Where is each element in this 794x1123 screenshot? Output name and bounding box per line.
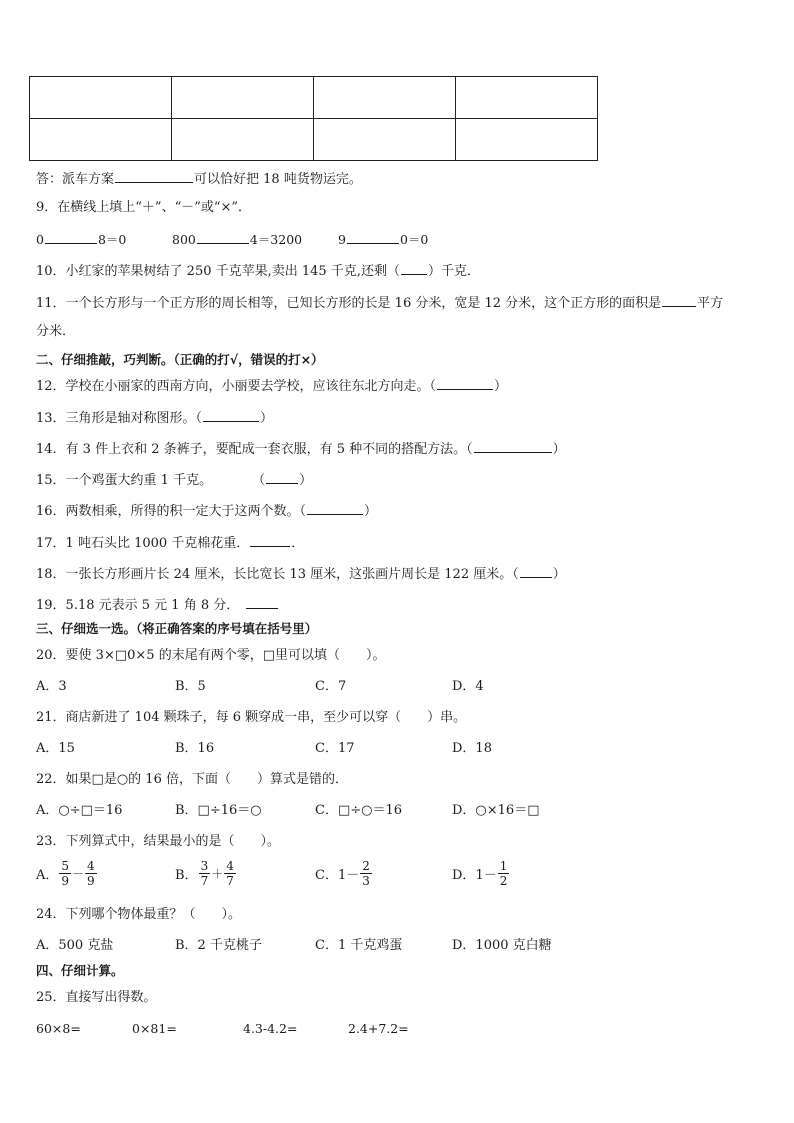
fraction — [224, 859, 236, 888]
q20-option-c[interactable]: C．7 — [315, 679, 347, 694]
question-14 — [36, 440, 566, 458]
fraction — [85, 859, 97, 888]
question-24: 24．下列哪个物体最重？（ ）。 — [36, 907, 242, 922]
table-cell — [456, 77, 598, 119]
q23-option-c[interactable] — [315, 859, 373, 888]
q24-option-a[interactable]: A．500 克盐 — [36, 938, 114, 953]
fraction — [360, 859, 372, 888]
question-15 — [36, 471, 312, 489]
q9-item — [36, 231, 126, 248]
q9-item — [172, 231, 302, 248]
numerator: 2 — [362, 859, 370, 873]
q13-tail: ） — [260, 411, 274, 426]
q12-text: 12．学校在小丽家的西南方向，小丽要去学校，应该往东北方向走。（ — [36, 379, 437, 394]
q15-text: 15．一个鸡蛋大约重 1 千克。 — [36, 473, 213, 488]
q9-left: 0 — [36, 232, 44, 247]
question-11-cont — [36, 324, 75, 340]
q9-item — [338, 231, 428, 248]
q9-blank[interactable] — [347, 231, 399, 244]
q24-option-c[interactable]: C．1 千克鸡蛋 — [315, 938, 403, 953]
q11-text: 11．一个长方形与一个正方形的周长相等，已知长方形的长是 16 分米，宽是 12 分米，这个正方形的面积是 — [36, 296, 662, 311]
q15-tail: ） — [299, 473, 313, 488]
q10-tail: ）千克． — [427, 264, 480, 279]
q10-blank[interactable] — [401, 262, 427, 275]
denominator: 3 — [362, 874, 370, 888]
table-cell — [314, 77, 456, 119]
whole-part: 1－ — [337, 868, 360, 883]
q18-text: 18．一张长方形画片长 24 厘米，长比宽长 13 厘米，这张画片周长是 122 厘米。（ — [36, 567, 519, 582]
q13-text: 13．三角形是轴对称图形。（ — [36, 411, 203, 426]
answer-suffix: 可以恰好把 18 吨货物运完。 — [194, 172, 362, 187]
question-9 — [36, 200, 251, 216]
section-4-heading: 四、仔细计算。 — [36, 963, 124, 978]
q19-blank[interactable] — [246, 596, 278, 609]
denominator: 2 — [499, 874, 508, 888]
table-cell — [30, 119, 172, 161]
question-13 — [36, 409, 273, 427]
question-23: 23．下列算式中，结果最小的是（ ）。 — [36, 834, 281, 849]
fraction — [199, 859, 211, 888]
denominator: 9 — [87, 874, 95, 888]
q14-blank[interactable] — [474, 440, 552, 453]
option-label: B． — [175, 868, 198, 883]
q21-option-b[interactable]: B．16 — [175, 741, 215, 756]
numerator: 4 — [226, 859, 234, 873]
q11-blank[interactable] — [662, 294, 696, 307]
question-10 — [36, 262, 480, 280]
calc-item: 0×81= — [132, 1021, 177, 1036]
q14-text: 14．有 3 件上衣和 2 条裤子，要配成一套衣服，有 5 种不同的搭配方法。（ — [36, 442, 473, 457]
fraction — [59, 859, 71, 888]
q21-option-a[interactable]: A．15 — [36, 741, 75, 756]
q12-tail: ） — [494, 379, 508, 394]
table-row — [30, 77, 598, 119]
q22-option-a[interactable]: A．○÷□＝16 — [36, 803, 123, 818]
q9-blank[interactable] — [197, 231, 249, 244]
answer-prefix: 答：派车方案 — [36, 172, 115, 187]
table-row — [30, 119, 598, 161]
question-20: 20．要使 3×□0×5 的末尾有两个零，□里可以填（ ）。 — [36, 648, 386, 663]
question-16 — [36, 502, 377, 520]
operator: － — [72, 867, 85, 881]
q9-text: 9．在横线上填上“＋”、“－”或“×”． — [36, 200, 252, 215]
q12-blank[interactable] — [437, 377, 493, 390]
table-cell — [314, 119, 456, 161]
question-11 — [36, 294, 723, 312]
q20-option-d[interactable]: D．4 — [452, 679, 484, 694]
operator: ＋ — [211, 867, 224, 881]
whole-part: 1－ — [475, 868, 497, 883]
q11-line2: 分米． — [36, 324, 76, 339]
numerator: 3 — [200, 859, 209, 873]
q14-tail: ） — [552, 442, 566, 457]
q9-left: 9 — [338, 232, 346, 247]
option-label: A． — [36, 868, 59, 883]
q20-option-a[interactable]: A．3 — [36, 679, 67, 694]
q9-left: 800 — [172, 232, 196, 247]
numerator: 5 — [61, 859, 70, 873]
calc-item: 60×8= — [36, 1021, 81, 1036]
section-2-heading: 二、仔细推敲，巧判断。（正确的打√，错误的打×） — [36, 352, 324, 367]
q23-option-b[interactable] — [175, 859, 237, 888]
q22-option-d[interactable]: D．○×16＝□ — [452, 803, 540, 818]
q16-tail: ） — [364, 504, 378, 519]
q24-option-b[interactable]: B．2 千克桃子 — [175, 938, 262, 953]
question-12 — [36, 377, 507, 395]
q11-tail: 平方 — [697, 296, 724, 311]
q18-blank[interactable] — [520, 565, 552, 578]
q17-text: 17．1 吨石头比 1000 千克棉花重． — [36, 536, 250, 551]
option-label: D． — [452, 868, 476, 883]
q16-blank[interactable] — [307, 502, 363, 515]
answer-blank[interactable] — [115, 170, 193, 183]
denominator: 7 — [226, 874, 234, 888]
q21-option-c[interactable]: C．17 — [315, 741, 355, 756]
q9-right: 4＝3200 — [249, 232, 303, 247]
q9-right: 0＝0 — [399, 232, 429, 247]
q22-option-b[interactable]: B．□÷16＝○ — [175, 803, 262, 818]
section-3-heading: 三、仔细选一选。（将正确答案的序号填在括号里） — [36, 621, 318, 636]
fraction — [498, 859, 510, 888]
numerator: 1 — [499, 859, 508, 873]
q23-option-d[interactable] — [452, 859, 510, 888]
q13-blank[interactable] — [203, 409, 259, 422]
table-cell — [30, 77, 172, 119]
q9-blank[interactable] — [45, 231, 97, 244]
q24-option-d[interactable]: D．1000 克白糖 — [452, 938, 552, 953]
question-17 — [36, 534, 304, 552]
question-22: 22．如果□是○的 16 倍，下面（ ）算式是错的． — [36, 772, 348, 787]
q16-text: 16．两数相乘，所得的积一定大于这两个数。（ — [36, 504, 307, 519]
table-cell — [172, 77, 314, 119]
q9-right: 8＝0 — [97, 232, 127, 247]
q18-tail: ） — [552, 567, 566, 582]
calc-item: 4.3-4.2= — [243, 1021, 298, 1036]
denominator: 7 — [200, 874, 209, 888]
q20-option-b[interactable]: B．5 — [175, 679, 206, 694]
question-19 — [36, 596, 279, 614]
q17-tail: ． — [291, 536, 305, 551]
q19-text: 19．5.18 元表示 5 元 1 角 8 分． — [36, 598, 240, 613]
question-18 — [36, 565, 566, 583]
q23-option-a[interactable] — [36, 859, 98, 888]
answer-table — [29, 76, 598, 161]
q10-text: 10．小红家的苹果树结了 250 千克苹果,卖出 145 千克,还剩（ — [36, 264, 400, 279]
question-21: 21．商店新进了 104 颗珠子，每 6 颗穿成一串，至少可以穿（ ）串。 — [36, 710, 467, 725]
q21-option-d[interactable]: D．18 — [452, 741, 492, 756]
q15-blank[interactable] — [266, 471, 298, 484]
q22-option-c[interactable]: C．□÷○＝16 — [315, 803, 403, 818]
q15-paren: （ — [252, 473, 266, 488]
option-label: C． — [315, 868, 338, 883]
table-cell — [456, 119, 598, 161]
calc-item: 2.4+7.2= — [348, 1021, 409, 1036]
numerator: 4 — [87, 859, 95, 873]
q17-blank[interactable] — [250, 534, 290, 547]
denominator: 9 — [61, 874, 70, 888]
table-cell — [172, 119, 314, 161]
question-25: 25．直接写出得数。 — [36, 990, 157, 1005]
answer-line — [36, 170, 362, 188]
